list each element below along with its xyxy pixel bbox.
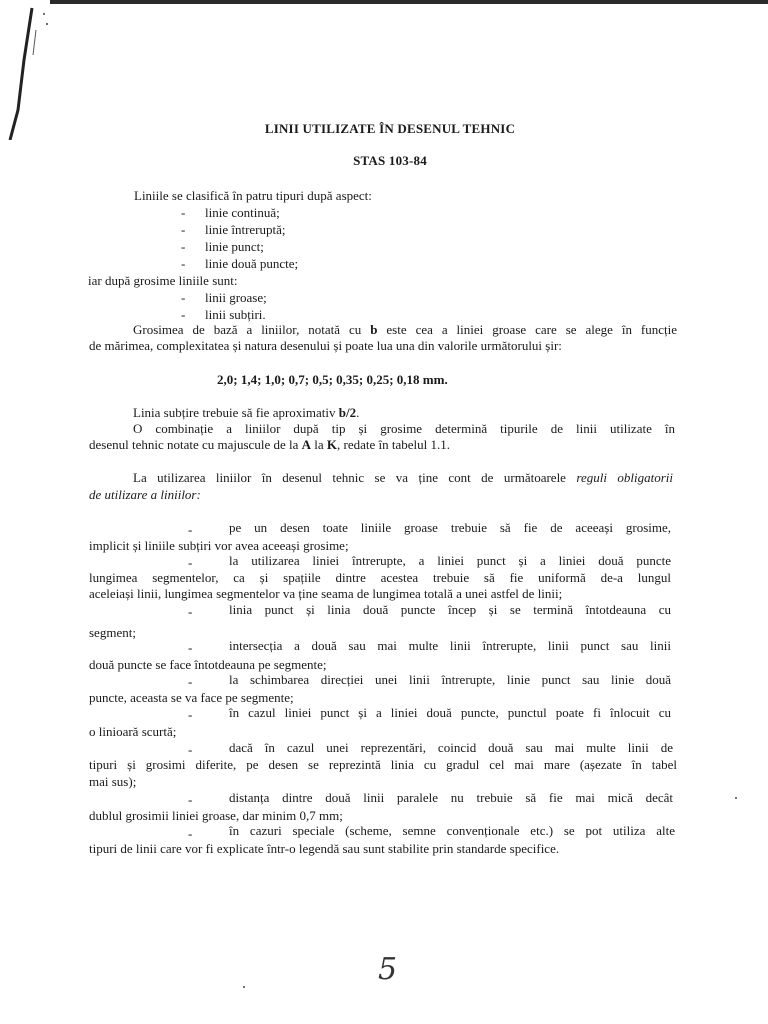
- list-dash: -: [188, 826, 193, 841]
- rule-line: segment;: [89, 625, 136, 640]
- list-item: linii groase;: [205, 290, 267, 305]
- rule-line: aceleiași linii, lungimea segmentelor va ține seama de lungimea totală a unei astfel de linii;: [89, 586, 563, 601]
- thickness-values: 2,0; 1,4; 1,0; 0,7; 0,5; 0,35; 0,25; 0,18 mm.: [217, 372, 448, 387]
- list-dash: -: [188, 742, 193, 757]
- page-number: 5: [378, 952, 398, 987]
- rule-line: în cazul liniei punct și a liniei două puncte, punctul poate fi înlocuit cu: [229, 705, 671, 720]
- rule-line: pe un desen toate liniile groase trebuie să fie de aceeași grosime,: [229, 520, 671, 535]
- rule-line: la utilizarea liniei întrerupte, a liniei punct și a liniei două puncte: [229, 553, 671, 568]
- scan-speck: [243, 986, 245, 988]
- list-dash: -: [188, 604, 193, 619]
- list-dash: -: [181, 222, 186, 237]
- rule-line: intersecția a două sau mai multe linii întrerupte, linii punct sau linii: [229, 638, 671, 653]
- rule-line: implicit și liniile subțiri vor avea aceeași grosime;: [89, 538, 349, 553]
- rule-line: mai sus);: [89, 774, 137, 789]
- list-dash: -: [181, 307, 186, 322]
- paragraph-line: La utilizarea liniilor în desenul tehnic se va ține cont de următoarele reguli obligatorii: [133, 470, 673, 485]
- list-dash: -: [188, 555, 193, 570]
- rule-line: lungimea segmentelor, ca și spațiile dintre acestea trebuie să fie uniformă de-a lungul: [89, 570, 671, 585]
- scan-speck: [735, 797, 737, 799]
- list-dash: -: [188, 792, 193, 807]
- list-dash: -: [188, 707, 193, 722]
- list-item: linie continuă;: [205, 205, 280, 220]
- list-item: linie întreruptă;: [205, 222, 286, 237]
- list-item: linie punct;: [205, 239, 264, 254]
- rule-line: dacă în cazul unei reprezentări, coincid două sau mai multe linii de: [229, 740, 673, 755]
- list-dash: -: [188, 640, 193, 655]
- thin-line-note: Linia subțire trebuie să fie aproximativ b/2.: [133, 405, 360, 420]
- list-dash: -: [181, 256, 186, 271]
- rule-line: în cazuri speciale (scheme, semne convenționale etc.) se pot utiliza alte: [229, 823, 675, 838]
- rule-line: tipuri de linii care vor fi explicate într-o legendă sau sunt stabilite prin standarde specifice.: [89, 841, 560, 856]
- rule-line: tipuri și grosimi diferite, pe desen se reprezintă linia cu gradul cel mai mare (așezate în tabel: [89, 757, 677, 772]
- rule-line: dublul grosimii liniei groase, dar minim 0,7 mm;: [89, 808, 343, 823]
- paragraph-line: Grosimea de bază a liniilor, notată cu b este cea a liniei groase care se alege în funcție: [133, 322, 678, 337]
- list-dash: -: [188, 674, 193, 689]
- list-item: linie două puncte;: [205, 256, 299, 271]
- paragraph-line: de utilizare a liniilor:: [89, 487, 201, 502]
- list-dash: -: [181, 290, 186, 305]
- scan-edge-top: [50, 0, 768, 4]
- rule-line: la schimbarea direcției unei linii întrerupte, linie punct sau linie două: [229, 672, 671, 687]
- list-dash: -: [181, 205, 186, 220]
- paragraph-line: desenul tehnic notate cu majuscule de la A la K, redate în tabelul 1.1.: [89, 437, 451, 452]
- paragraph-line: de mărimea, complexitatea și natura desenului și poate lua una din valorile următorului șir:: [89, 338, 562, 353]
- rule-line: linia punct și linia două puncte încep și se termină întotdeauna cu: [229, 602, 671, 617]
- list-dash: -: [181, 239, 186, 254]
- rule-line: distanța dintre două linii paralele nu trebuie să fie mai mică decât: [229, 790, 673, 805]
- list-dash: -: [188, 522, 193, 537]
- scan-edge-left: [0, 0, 50, 140]
- intro-aspect: Liniile se clasifică în patru tipuri după aspect:: [134, 188, 372, 203]
- rule-line: două puncte se face întotdeauna pe segmente;: [89, 657, 327, 672]
- paragraph-line: O combinație a liniilor după tip și grosime determină tipurile de linii utilizate în: [133, 421, 675, 436]
- rule-line: o linioară scurtă;: [89, 724, 177, 739]
- intro-thickness: iar după grosime liniile sunt:: [88, 273, 238, 288]
- rule-line: puncte, aceasta se va face pe segmente;: [89, 690, 294, 705]
- document-title: LINII UTILIZATE ÎN DESENUL TEHNIC: [264, 121, 516, 136]
- list-item: linii subțiri.: [205, 307, 266, 322]
- standard-code: STAS 103-84: [353, 153, 427, 168]
